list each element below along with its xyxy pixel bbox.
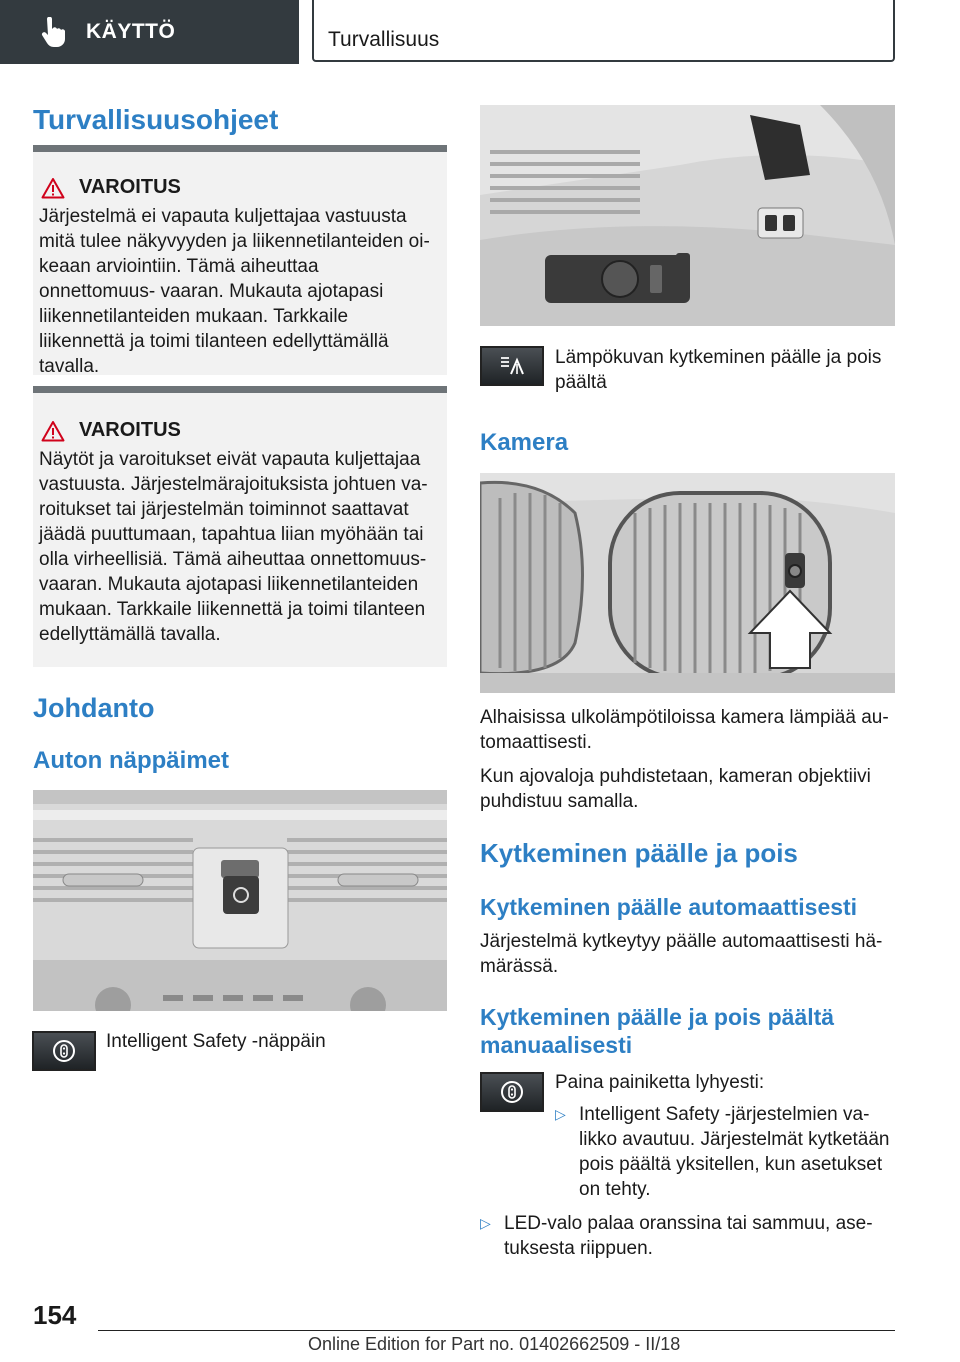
hand-pointer-icon [40, 17, 66, 47]
dashboard-buttons-image [33, 790, 447, 1011]
grille-illustration [480, 473, 895, 693]
switch-heading: Kytkeminen päälle ja pois [480, 838, 798, 868]
section-label: KÄYTTÖ [86, 20, 176, 43]
camera-paragraph-1: Alhaisissa ulkolämpötiloissa kamera lämpiää au- tomaattisesti. [480, 707, 889, 753]
page-title: Turvallisuusohjeet [33, 104, 279, 135]
bullet-triangle-icon: ▷ [480, 1215, 491, 1231]
warning-box-2 [33, 386, 447, 667]
auto-heading: Kytkeminen päälle automaattisesti [480, 894, 858, 920]
page-number: 154 [33, 1300, 77, 1330]
camera-heading: Kamera [480, 429, 569, 456]
interior-illustration [480, 105, 895, 326]
intelligent-safety-button-icon [32, 1031, 96, 1071]
auto-text: Järjestelmä kytkeytyy päälle automaattisesti hä- märässä. [480, 931, 883, 977]
manual-intro: Paina painiketta lyhyesti: [555, 1072, 765, 1093]
interior-light-switch-image [480, 105, 895, 326]
list-item: ▷ LED-valo palaa oranssina tai sammuu, ase- tuksesta riippuen. [480, 1213, 873, 1259]
kidney-grille-camera-image [480, 473, 895, 693]
warning-heading-1: VAROITUS [41, 176, 435, 199]
section-tab [0, 0, 299, 64]
button-caption: Intelligent Safety -näppäin [106, 1031, 326, 1052]
chapter-title: Turvallisuus [328, 28, 440, 51]
warning-box-1 [33, 145, 447, 375]
chapter-header [312, 0, 895, 62]
camera-paragraph-2: Kun ajovaloja puhdistetaan, kameran objektiivi puhdistuu samalla. [480, 766, 871, 812]
dashboard-illustration [33, 790, 447, 1011]
warning-triangle-icon [41, 420, 65, 442]
buttons-heading: Auton näppäimet [33, 747, 229, 774]
night-vision-icon [497, 354, 527, 378]
intro-heading: Johdanto [33, 693, 155, 723]
edition-note: Online Edition for Part no. 01402662509 - II/18 [308, 1334, 681, 1354]
warning-triangle-icon [41, 177, 65, 199]
bullet-triangle-icon: ▷ [555, 1106, 566, 1122]
warning-text-1: Järjestelmä ei vapauta kuljettajaa vastuusta mitä tulee näkyvyyden ja liikennetilanteiden oi- keaan arviointiin. Tämä aiheuttaa onnettomuus- vaaran. Mukauta ajotapasi liikennetilanteiden mukaan. Tarkkaile liikennettä ja toimi tilanteen edellyttämällä tavalla. [39, 206, 430, 377]
footer-divider [98, 1330, 895, 1331]
list-item: ▷ Intelligent Safety -järjestelmien va- likko avautuu. Järjestelmät kytketään pois päältä yksitellen, kun asetukset on tehty. [555, 1104, 890, 1200]
warning-text-2: Näytöt ja varoitukset eivät vapauta kuljettajaa vastuusta. Järjestelmärajoituksista johtuen va- roitukset tai järjestelmän toiminnot saattavat jäädä puuttumaan, tapahtua liian myöhään tai olla virheellisiä. Tämä aiheuttaa onnettomuus- vaaran. Mukauta ajotapasi liikennetilanteiden mukaan. Tarkkaile liikennettä ja toimi tilanteen edellyttämällä tavalla. [39, 449, 428, 645]
safety-symbol-icon [499, 1079, 525, 1105]
warning-heading-2: VAROITUS [41, 419, 435, 442]
safety-symbol-icon [51, 1038, 77, 1064]
thermal-image-button-icon [480, 346, 544, 386]
heat-caption: Lämpökuvan kytkeminen päälle ja pois päältä [555, 347, 882, 393]
intelligent-safety-button-icon-2 [480, 1072, 544, 1112]
manual-heading: Kytkeminen päälle ja pois päältä manuaalisesti [480, 1004, 835, 1058]
